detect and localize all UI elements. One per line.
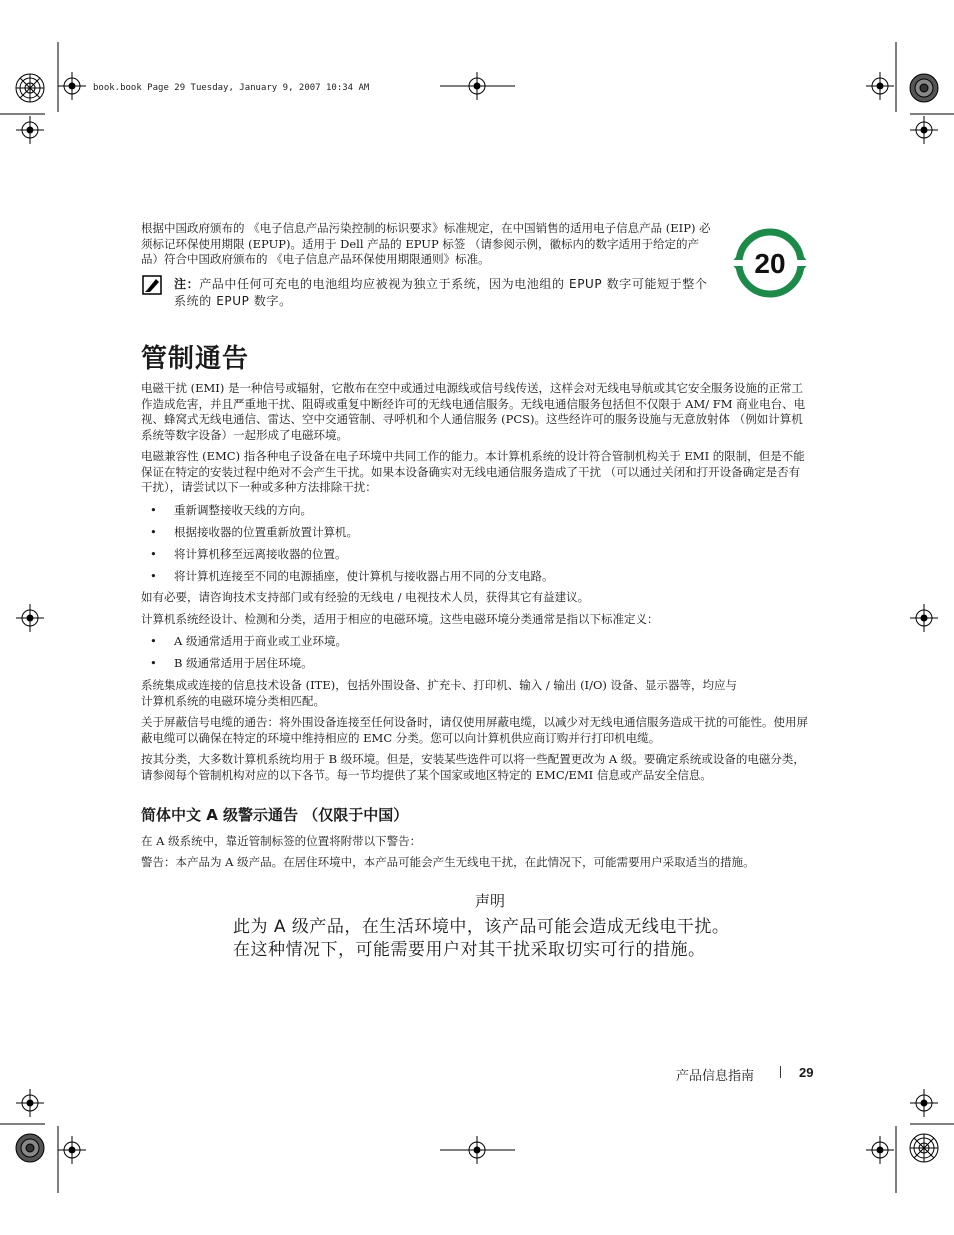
emc-paragraph: 电磁兼容性 (EMC) 指各种电子设备在电子环境中共同工作的能力。本计算机系统的设计符合管制机构关于 EMI 的限制，但是不能保证在特定的安装过程中绝对不会产生干扰。如果本设备确实对无线电通信服务造成了干扰 （可以通过关闭和打开设备确定是否有干扰），请尝试以下一种或多种方法排除干扰：: [141, 449, 805, 494]
note-label: 注：: [174, 277, 200, 291]
bullet-dot: •: [150, 503, 157, 517]
class-b-paragraph: 按其分类，大多数计算机系统均用于 B 级环境。但是，安装某些选件可以将一些配置更改为 A 级。要确定系统或设备的电磁分类，请参阅每个管制机构对应的以下各节。每一节均提供了某个国家或地区特定的 EMC/EMI 信息或产品安全信息。: [141, 752, 805, 782]
list-item: 根据接收器的位置重新放置计算机。: [174, 525, 358, 539]
note-text: 产品中任何可充电的电池组均应被视为独立于系统，因为电池组的 EPUP 数字可能短于整个系统的 EPUP 数字。: [174, 277, 708, 308]
epup-logo: [727, 227, 813, 299]
note-block: [174, 276, 719, 310]
classification-paragraph: 计算机系统经设计、检测和分类，适用于相应的电磁环境。这些电磁环境分类通常是指以下标准定义：: [141, 612, 659, 626]
section-heading: 简体中文 A 级警示通告 （仅限于中国）: [141, 806, 409, 824]
declaration-line-1: 此为 A 级产品，在生活环境中，该产品可能会造成无线电干扰。: [233, 917, 730, 937]
bullet-dot: •: [150, 525, 157, 539]
list-item: 将计算机连接至不同的电源插座，使计算机与接收器占用不同的分支电路。: [174, 569, 554, 583]
page-title: 管制通告: [141, 344, 250, 374]
footer-title: 产品信息指南: [676, 1069, 755, 1084]
print-slug: book.book Page 29 Tuesday, January 9, 2007 10:34 AM: [93, 83, 370, 93]
class-a-warning: 警告：本产品为 A 级产品。在居住环境中，本产品可能会产生无线电干扰，在此情况下，可能需要用户采取适当的措施。: [141, 855, 755, 869]
bullet-dot: •: [150, 569, 157, 583]
declaration-line-2: 在这种情况下，可能需要用户对其干扰采取切实可行的措施。: [233, 940, 706, 960]
bullet-dot: •: [150, 656, 157, 670]
class-a-intro: 在 A 级系统中，靠近管制标签的位置将附带以下警告：: [141, 834, 422, 848]
bullet-dot: •: [150, 634, 157, 648]
epup-intro-paragraph: 根据中国政府颁布的 《电子信息产品污染控制的标识要求》标准规定，在中国销售的适用电子信息产品 (EIP) 必须标记环保使用期限 (EPUP)。适用于 Dell 产品的 EPUP 标签 （请参阅示例，徽标内的数字适用于给定的产品）符合中国政府颁布的 《电子信息产品环保使用期限通则》标准。: [141, 221, 711, 266]
ite-paragraph: 系统集成或连接的信息技术设备 (ITE)，包括外围设备、扩充卡、打印机、输入 / 输出 (I/O) 设备、显示器等，均应与计算机系统的电磁环境分类相匹配。: [141, 678, 738, 708]
list-item: B 级通常适用于居住环境。: [174, 656, 313, 670]
advice-paragraph: 如有必要，请咨询技术支持部门或有经验的无线电 / 电视技术人员，获得其它有益建议。: [141, 590, 590, 604]
pencil-note-icon: [142, 275, 162, 295]
list-item: A 级通常适用于商业或工业环境。: [174, 634, 347, 648]
list-item: 将计算机移至远离接收器的位置。: [174, 547, 347, 561]
epup-logo-number: 20: [754, 248, 786, 279]
page-number: 29: [799, 1065, 814, 1080]
footer-divider: [780, 1066, 781, 1078]
list-item: 重新调整接收天线的方向。: [174, 503, 312, 517]
declaration-title: 声明: [474, 892, 505, 910]
bullet-dot: •: [150, 547, 157, 561]
emi-paragraph: 电磁干扰 (EMI) 是一种信号或辐射，它散布在空中或通过电源线或信号线传送，这样会对无线电导航或其它安全服务设施的正常工作造成危害，并且严重地干扰、阻碍或重复中断经许可的无线电通信服务。无线电通信服务包括但不仅限于 AM/ FM 商业电台、电视、蜂窝式无线电通信、雷达、空中交通管制、寻呼机和个人通信服务 (PCS)。这些经许可的服务设施与无意放射体 （例如计算机系统等数字设备）一起形成了电磁环境。: [141, 381, 806, 442]
shielded-cable-paragraph: 关于屏蔽信号电缆的通告：将外围设备连接至任何设备时，请仅使用屏蔽电缆，以减少对无线电通信服务造成干扰的可能性。使用屏蔽电缆可以确保在特定的环境中维持相应的 EMC 分类。您可以向计算机供应商订购并行打印机电缆。: [141, 715, 808, 745]
